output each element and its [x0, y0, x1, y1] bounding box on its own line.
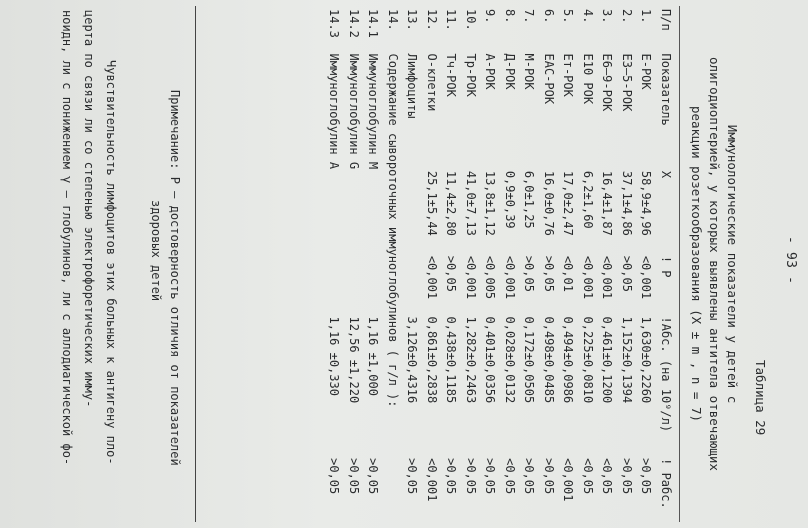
table-row: [578, 6, 598, 526]
row-p-value: <0,001: [502, 255, 517, 300]
row-indicator: Иммуноглобулин А: [327, 53, 342, 170]
table-title-line-3: реакции розеткообразования (X ± m , n = 7): [689, 105, 704, 423]
row-p-value: >0,05: [522, 255, 537, 292]
row-pabs-value: >0,05: [639, 458, 654, 495]
body-text-line-2: церта по связи ли со степенью электрофоретических имму-: [82, 10, 96, 408]
row-index: 14.3: [327, 9, 342, 38]
row-pabs-value: <0,001: [561, 458, 576, 502]
table-row: [325, 6, 345, 526]
row-abs-value: 0,461±0,1200: [600, 316, 615, 404]
row-index: 14.1: [366, 9, 381, 38]
row-abs-value: 1,630±0,2260: [639, 316, 654, 404]
row-abs-value: 3,126±0,4316: [405, 316, 420, 404]
row-abs-value: 0,028±0,0132: [502, 316, 517, 404]
table-row: [364, 6, 384, 526]
row-pabs-value: <0,05: [580, 458, 595, 495]
row-pabs-value: <0,001: [424, 458, 439, 502]
row-abs-value: 12,56 ±1,220: [346, 316, 361, 404]
row-abs-value: 0,438±0,1185: [444, 316, 459, 404]
section-14-title: Содержание сывороточных иммуноглобулинов ( г/л ):: [385, 53, 400, 408]
table-header-row: [656, 6, 676, 526]
table-top-rule: [679, 6, 680, 522]
row-abs-value: 0,861±0,2838: [424, 316, 439, 404]
row-p-value: <0,001: [463, 255, 478, 300]
row-p-value: >0,05: [619, 255, 634, 292]
row-x-value: 58,9±4,96: [639, 170, 654, 236]
row-indicator: А-РОК: [483, 53, 498, 90]
row-p-value: <0,001: [639, 255, 654, 300]
row-p-value: <0,001: [600, 255, 615, 300]
row-indicator: ЕАС-РОК: [541, 53, 556, 105]
body-text-line-1: Чувствительность лимфоцитов этих больных к антигену пло-: [104, 60, 118, 465]
row-abs-value: 1,16 ±1,000: [366, 316, 381, 396]
col-header-pabs: ! Pабс.: [659, 458, 673, 509]
table-row: [637, 6, 657, 526]
row-indicator: Лимфоциты: [405, 53, 420, 119]
row-abs-value: 1,16 ±0,330: [327, 316, 342, 396]
separator-rule: [195, 6, 196, 522]
row-pabs-value: <0,05: [502, 458, 517, 495]
note-line-2: здоровых детей: [149, 200, 163, 302]
row-indicator: Иммуноглобулин М: [366, 53, 381, 170]
row-indicator: Д-РОК: [502, 53, 517, 90]
row-index: 3.: [600, 9, 615, 24]
row-index: 6.: [541, 9, 556, 24]
row-indicator: Иммуноглобулин G: [346, 53, 361, 170]
row-indicator: Тч-РОК: [444, 53, 459, 97]
row-indicator: О-клетки: [424, 53, 439, 112]
table-row: [598, 6, 618, 526]
row-index: 5.: [561, 9, 576, 24]
row-indicator: Е3–5-РОК: [619, 53, 634, 112]
data-table: [325, 6, 677, 526]
row-x-value: 11,4±2,80: [444, 170, 459, 236]
row-pabs-value: >0,05: [444, 458, 459, 495]
row-x-value: 6,2±1,60: [580, 170, 595, 229]
col-header-indicator: Показатель: [659, 53, 673, 126]
row-pabs-value: >0,05: [405, 458, 420, 495]
row-x-value: 41,0±7,13: [463, 170, 478, 236]
row-indicator: М-РОК: [522, 53, 537, 90]
body-text-line-3: ноидн, ли с понижением γ – глобулинов, ли с аллодиагической фо-: [60, 10, 74, 466]
row-x-value: [403, 168, 423, 253]
row-indicator: Е-РОК: [639, 53, 654, 90]
col-header-x: X: [659, 170, 673, 179]
row-index: 11.: [444, 9, 459, 31]
row-indicator: Е6–9-РОК: [600, 53, 615, 112]
table-row: [539, 6, 559, 526]
row-x-value: 37,1±4,86: [619, 170, 634, 236]
col-header-abs: !Абс. (на 10⁹/л): [659, 316, 673, 433]
row-x-value: 16,4±1,87: [600, 170, 615, 236]
table-title-line-2: олигодиоптерией, у которых выявлены антитела отвечающих: [707, 57, 722, 471]
table-row: [344, 6, 364, 526]
row-pabs-value: >0,05: [522, 458, 537, 495]
row-p-value: >0,05: [444, 255, 459, 292]
row-p-value: <0,001: [580, 255, 595, 300]
table-row: [422, 6, 442, 526]
row-index: 10.: [463, 9, 478, 31]
row-index: 2.: [619, 9, 634, 24]
table-row: [403, 6, 423, 526]
row-pabs-value: >0,05: [541, 458, 556, 495]
table-row: [481, 6, 501, 526]
row-abs-value: 1,282±0,2463: [463, 316, 478, 404]
row-pabs-value: >0,05: [346, 458, 361, 495]
row-p-value: <0,001: [424, 255, 439, 300]
col-header-p: ! P: [659, 255, 673, 278]
row-p-value: [403, 253, 423, 314]
row-abs-value: 0,494±0,0986: [561, 316, 576, 404]
row-abs-value: 0,498±0,0485: [541, 316, 556, 404]
row-x-value: 13,8±1,12: [483, 170, 498, 236]
col-header-index: П/п: [659, 9, 673, 31]
row-index: 1.: [639, 9, 654, 24]
row-abs-value: 0,172±0,0505: [522, 316, 537, 404]
row-indicator: Ет-РОК: [561, 53, 576, 97]
row-pabs-value: >0,05: [483, 458, 498, 495]
note-line-1: Примечание: Р – достоверность отличия от показателей: [168, 90, 182, 466]
table-row: [442, 6, 462, 526]
row-index: 4.: [580, 9, 595, 24]
table-row: [617, 6, 637, 526]
page-number: - 93 -: [783, 236, 798, 285]
row-pabs-value: >0,05: [366, 458, 381, 495]
table-row: [559, 6, 579, 526]
table-label: Таблица 29: [753, 360, 768, 436]
row-index: 12.: [424, 9, 439, 31]
row-x-value: 25,1±5,44: [424, 170, 439, 236]
row-p-value: <0,01: [561, 255, 576, 292]
row-index: 7.: [522, 9, 537, 24]
section-14-header-row: [383, 6, 403, 526]
row-p-value: <0,005: [483, 255, 498, 300]
row-x-value: 17,0±2,47: [561, 170, 576, 236]
row-abs-value: 1,152±0,1394: [619, 316, 634, 404]
row-index: 14.2: [346, 9, 361, 38]
table-body: [325, 6, 657, 526]
row-x-value: 0,9±0,39: [502, 170, 517, 229]
row-index: 9.: [483, 9, 498, 24]
row-x-value: 6,0±1,25: [522, 170, 537, 229]
table-title-line-1: Иммунологические показатели у детей с: [725, 124, 740, 404]
row-pabs-value: >0,05: [327, 458, 342, 495]
table-row: [520, 6, 540, 526]
row-pabs-value: <0,05: [600, 458, 615, 495]
row-p-value: >0,05: [541, 255, 556, 292]
row-abs-value: 0,401±0,0356: [483, 316, 498, 404]
row-abs-value: 0,225±0,0810: [580, 316, 595, 404]
table-row: [500, 6, 520, 526]
section-14-index: 14.: [385, 9, 400, 31]
row-pabs-value: >0,05: [463, 458, 478, 495]
row-x-value: 16,0±0,76: [541, 170, 556, 236]
row-indicator: Тр-РОК: [463, 53, 478, 97]
row-indicator: Е10 РОК: [580, 53, 595, 105]
row-pabs-value: >0,05: [619, 458, 634, 495]
row-index: 13.: [405, 9, 420, 31]
table-row: [461, 6, 481, 526]
row-index: 8.: [502, 9, 517, 24]
